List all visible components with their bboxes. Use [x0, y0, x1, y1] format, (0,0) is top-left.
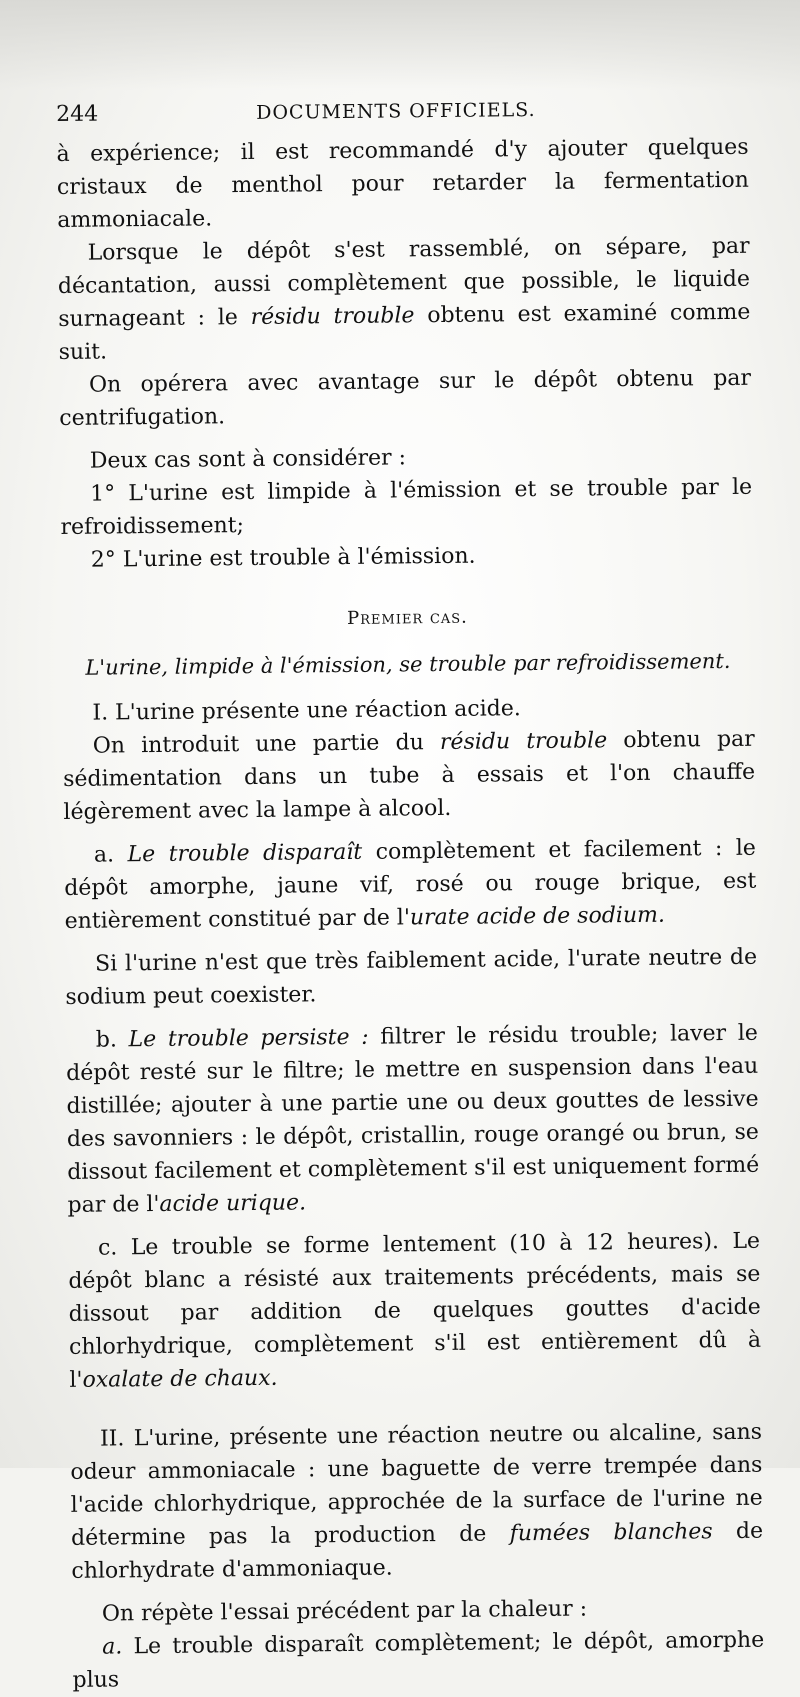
item-c	[68, 1225, 762, 1397]
paragraph-5: 1° L'urine est limpide à l'émission et se trouble par le refroidissement;	[60, 474, 753, 540]
page-number: 244	[56, 101, 99, 127]
item-a-emphasis: Le trouble disparaît	[127, 839, 363, 868]
section-1-intro	[63, 723, 756, 829]
intro-text-b: obtenu par sédimentation dans un tube à essais et l'on chauffe légèrement avec la lampe à alcool.	[63, 726, 756, 825]
item-b-emphasis: Le trouble persiste :	[128, 1024, 369, 1053]
intro-emphasis: résidu trouble	[439, 728, 608, 756]
section-2-repeat: On répète l'essai précédent par la chaleur :	[101, 1596, 588, 1627]
item-a	[64, 832, 757, 938]
item-c-emphasis: oxalate de chaux.	[82, 1365, 278, 1393]
item-b-prefix: b.	[95, 1027, 129, 1053]
p2-emphasis: résidu trouble	[250, 303, 415, 330]
item-a-note: Si l'urine n'est que très faiblement acide, l'urate neutre de sodium peut coexister.	[65, 944, 758, 1010]
p2-text-a: Lorsque le dépôt s'est rassemblé, on sépare, par décantation, aussi complètement que possible, le liquide surnageant : le	[57, 233, 751, 332]
section-2	[70, 1416, 764, 1588]
paragraph-6: 2° L'urine est trouble à l'émission.	[90, 543, 476, 573]
section-1-heading: I. L'urine présente une réaction acide.	[92, 696, 521, 726]
page-text	[56, 91, 765, 1697]
item-a-emphasis-2: urate acide de sodium.	[409, 902, 666, 931]
item-a-prefix: a.	[93, 842, 128, 868]
running-title: DOCUMENTS OFFICIELS.	[256, 98, 536, 124]
paragraph-3: On opérera avec avantage sur le dépôt obtenu par centrifugation.	[59, 365, 752, 431]
item-b-emphasis-2: acide urique.	[159, 1190, 307, 1217]
section-2-item-a-text: Le trouble disparaît complètement; le dépôt, amorphe plus	[72, 1627, 765, 1693]
section-2-emphasis: fumées blanches	[509, 1519, 713, 1547]
item-a-text: complètement et facilement : le dépôt amorphe, jaune vif, rosé ou rouge brique, est entièrement constitué par de l'	[64, 835, 757, 934]
section-2-item-a-prefix: a.	[102, 1634, 134, 1660]
section-2-text-b: de chlorhydrate d'ammoniaque.	[71, 1518, 764, 1584]
item-b	[66, 1017, 760, 1222]
intro-text-a: On introduit une partie du	[92, 730, 441, 759]
section-2-text-a: II. L'urine, présente une réaction neutre ou alcaline, sans odeur ammoniacale : une baguette de verre trempée dans l'acide chlorhydrique, approchée de la surface de l'urine ne détermine pas la production de	[70, 1419, 763, 1551]
item-c-text: c. Le trouble se forme lentement (10 à 12 heures). Le dépôt blanc a résisté aux traitements précédents, mais se dissout par addition de quelques gouttes d'acide chlorhydrique, complètement s'il est entièrement dû à l'	[68, 1228, 762, 1393]
case-title: Premier cas.	[346, 606, 468, 629]
p2-text-b: obtenu est examiné comme suit.	[58, 299, 751, 365]
paragraph-2	[57, 230, 750, 369]
section-2-item-a	[72, 1624, 765, 1697]
page-header	[56, 91, 748, 132]
case-subtitle: L'urine, limpide à l'émission, se trouble par refroidissement.	[85, 648, 731, 680]
paragraph-1: à expérience; il est recommandé d'y ajouter quelques cristaux de menthol pour retarder la fermentation ammoniacale.	[56, 134, 750, 233]
paragraph-4: Deux cas sont à considérer :	[89, 445, 407, 474]
item-b-text: filtrer le résidu trouble; laver le dépôt resté sur le filtre; le mettre en suspension dans l'eau distillée; ajouter à une partie une ou deux gouttes de lessive des savonniers : le dépôt, cristallin, rouge orangé ou brun, se dissout facilement et complètement s'il est uniquement formé par de l'	[66, 1020, 760, 1218]
scan-shadow	[0, 0, 800, 90]
